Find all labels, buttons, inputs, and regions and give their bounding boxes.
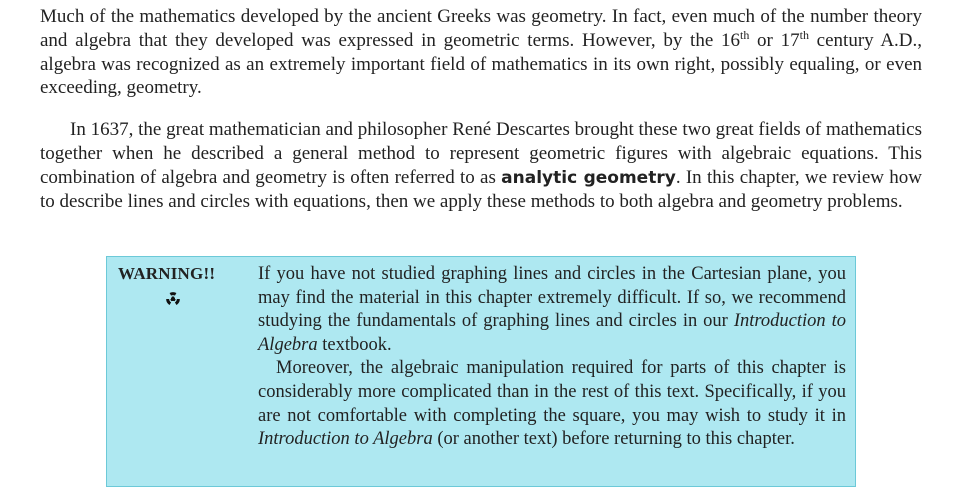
- analytic-geometry-term: analytic geometry: [501, 167, 676, 188]
- warning-text-1a: If you have not studied graphing lines and circles in the Cartesian plane, you may find the material in this chapter extremely difficult. If so, we recommend studying the fundamentals of graphing lines and circles in our: [258, 264, 846, 332]
- warning-label: WARNING!!: [118, 264, 216, 283]
- book-title: Introduction to Algebra: [258, 429, 433, 450]
- intro-paragraph: [40, 5, 922, 100]
- descartes-text-b: . In this chapter, we review how to describe lines and circles with equations, then we apply these methods to both algebra and geometry problems.: [40, 166, 922, 213]
- intro-text-b: or: [749, 29, 781, 51]
- descartes-text-a: In 1637, the great mathematician and philosopher René Descartes brought these two great fields of mathematics together when he described a general method to represent geometric figures with algebraic equations. This combination of algebra and geometry is often referred to as: [40, 119, 922, 188]
- century-17: 17: [780, 29, 800, 51]
- descartes-paragraph: [40, 118, 922, 214]
- ordinal-suffix: th: [739, 27, 750, 42]
- warning-text: [258, 263, 846, 452]
- century-16: 16: [720, 29, 740, 51]
- intro-text-a: Much of the mathematics developed by the ancient Greeks was geometry. In fact, even much of the number theory and algebra that they developed was expressed in geometric terms. However, by the: [40, 6, 922, 51]
- warning-text-2b: (or another text) before returning to this chapter.: [432, 429, 795, 450]
- radiation-icon: [164, 290, 182, 308]
- book-title: Introduction to Algebra: [258, 311, 846, 355]
- warning-paragraph-2: [258, 357, 846, 451]
- warning-text-1b: textbook.: [317, 334, 392, 355]
- ordinal-suffix: th: [799, 27, 809, 42]
- warning-paragraph-1: [258, 263, 846, 357]
- warning-text-2a: Moreover, the algebraic manipulation required for parts of this chapter is considerably more complicated than in the rest of this text. Specifically, if you are not comfortable with completing the square, you may wish to study it in: [258, 358, 846, 426]
- warning-box: [106, 256, 856, 487]
- intro-text-c: century A.D., algebra was recognized as an extremely important field of mathematics in its own right, possibly equaling, or even exceeding, geometry.: [40, 29, 923, 99]
